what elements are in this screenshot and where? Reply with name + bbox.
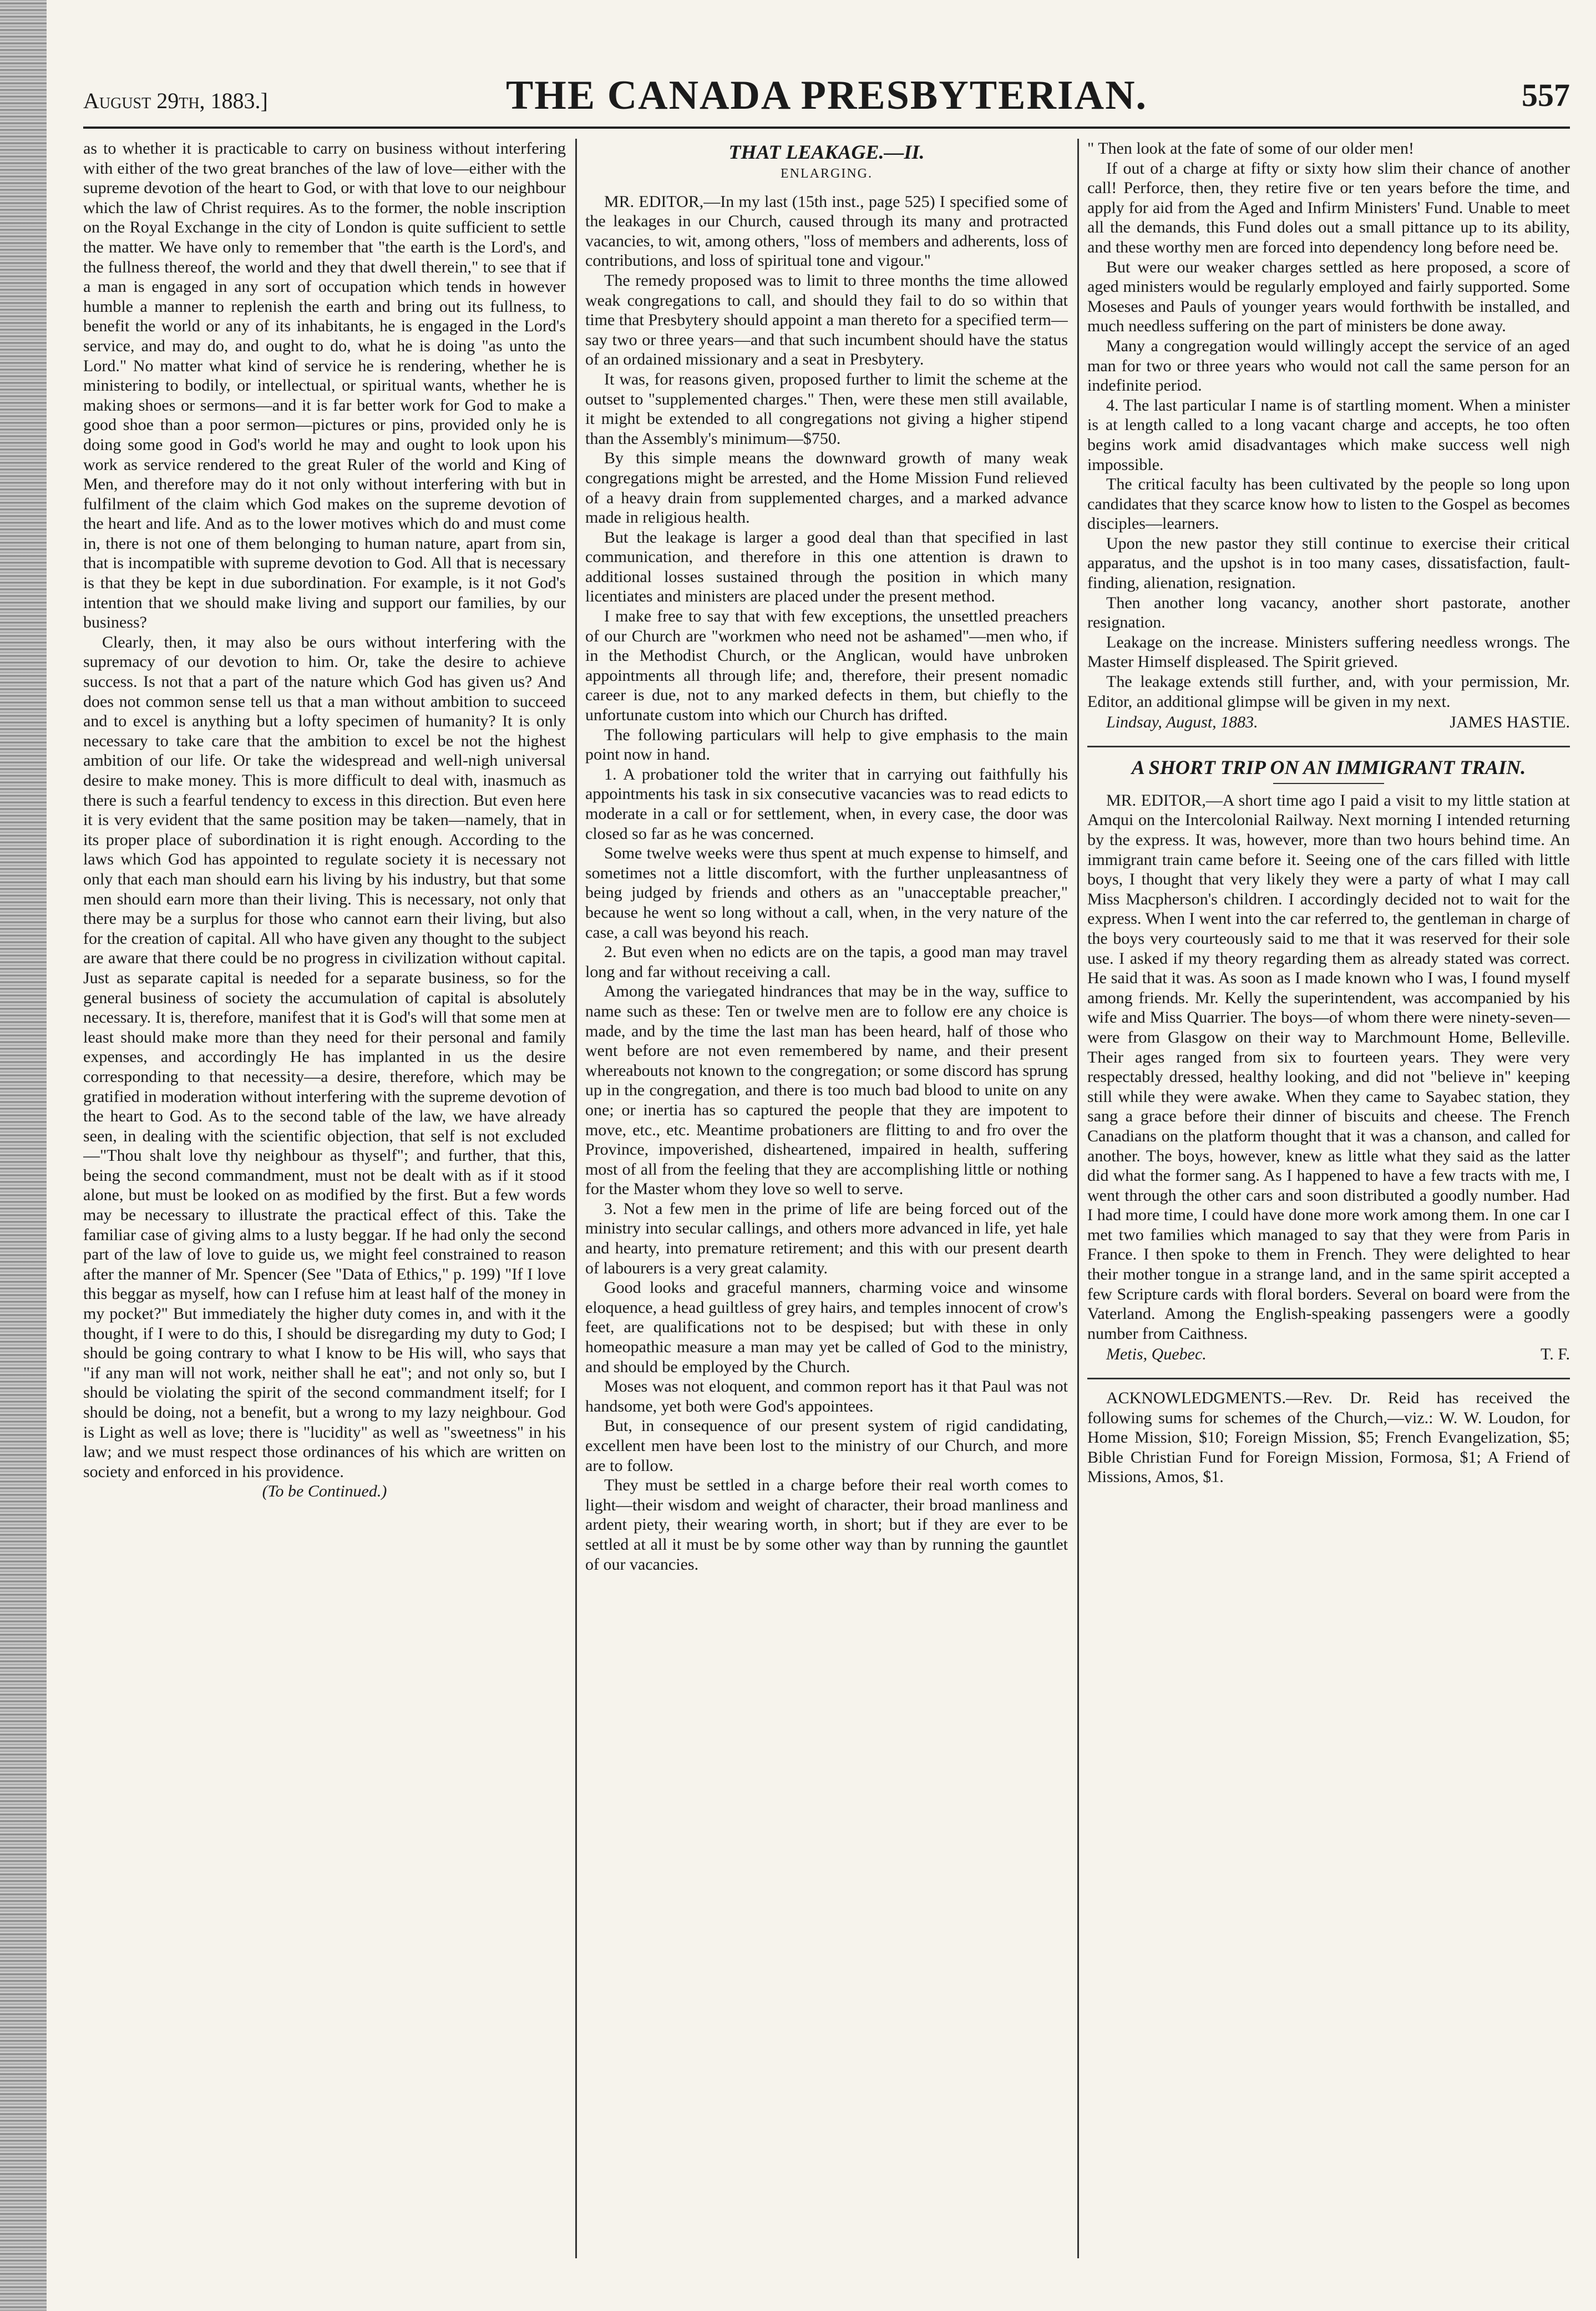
paragraph: MR. EDITOR,—In my last (15th inst., page 525) I specified some of the leakages in our Church, caused through its many and protracted vacancies, to wit, among others, "loss of members and adherents, loss of contributions, and loss of spiritual tone and vigour." — [585, 192, 1068, 270]
column-3 — [1087, 139, 1570, 2286]
column-2 — [585, 139, 1068, 2286]
column-divider-2 — [1077, 139, 1079, 2258]
signature-line — [1087, 1344, 1570, 1364]
paragraph: Many a congregation would willingly accept the service of an aged man for two or three years who would not call the same person for an indefinite period. — [1087, 336, 1570, 395]
newspaper-page — [83, 0, 1596, 2311]
paragraph: Clearly, then, it may also be ours without interfering with the supremacy of our devotion to him. Or, take the desire to achieve success. Is not that a part of the nature which God has given us? And does not common sense tell us that a man without ambition to succeed and to excel is anything but a lofty specimen of humanity? It is only necessary to take care that the ambition to excel be not the highest ambition of our life. Or take the widespread and well-nigh universal desire to make money. This is more difficult to deal with, inasmuch as there is such a fearful tendency to excess in this direction. But even here it is very evident that the same position may be taken—namely, that in its proper place of subordination it is right enough. According to the laws which God has appointed to regulate society it is necessary not only that each man should earn his living by his industry, but that some men should earn more than their living. This is necessary, not only that there may be a surplus for those who cannot earn their living, but also for the creation of capital. All who have given any thought to the subject are aware that there could be no progress in civilization without capital. Just as separate capital is needed for a separate business, so for the general business of society the accumulation of capital is absolutely necessary. It is, therefore, manifest that it is God's will that some men at least should make more than they need for their personal and family expenses, and accordingly He has implanted in us the desire corresponding to that necessity—a desire, therefore, which may be gratified in moderation without interfering with the supreme devotion of the heart to God. As to the second table of the law, we have already seen, in dealing with the scientific objection, that self is not excluded—"Thou shalt love thy neighbour as thyself"; and further, that this, being the second commandment, must not be dealt with as if it stood alone, but must be looked on as modified by the first. But a few words may be necessary to illustrate the practical effect of this. Take the familiar case of giving alms to a lusty beggar. If he had only the second part of the law of love to guide us, we might feel constrained to reason after the manner of Mr. Spencer (See "Data of Ethics," p. 199) "If I love this beggar as myself, how can I refuse him at least half of the money in my pocket?" But immediately the higher duty comes in, and with it the thought, if I were to do this, I should be disregarding my duty to God; I should be going contrary to what I know to be His will, who says that "if any man will not work, neither shall he eat"; and not only so, but I should be violating the spirit of the second commandment itself; for I should be doing, not a benefit, but a wrong to my lazy neighbour. God is Light as well as love; there is "lucidity" as well as "sweetness" in his law; and we must respect those ordinances of his which are written on society and enforced in his providence. — [83, 633, 566, 1481]
article-title-leakage: THAT LEAKAGE.—II. — [728, 141, 925, 163]
paragraph: Moses was not eloquent, and common report has it that Paul was not handsome, yet both were God's appointees. — [585, 1377, 1068, 1415]
paragraph: But, in consequence of our present system of rigid candidating, excellent men have been lost to the ministry of our Church, and more are to follow. — [585, 1417, 1068, 1475]
paragraph: It was, for reasons given, proposed further to limit the scheme at the outset to "supplemented charges." Then, were these men still available, it might be extended to all congregations not giving a higher stipend than the Assembly's minimum—$750. — [585, 370, 1068, 448]
column-1 — [83, 139, 566, 2286]
paragraph: The remedy proposed was to limit to three months the time allowed weak congregations to call, and should they fail to do so within that time that Presbytery should appoint a man thereto for a specified term—say two or three years—and that such incumbent should have the status of an ordained missionary and a seat in Presbytery. — [585, 271, 1068, 369]
paragraph: The following particulars will help to give emphasis to the main point now in hand. — [585, 725, 1068, 764]
masthead-title: THE CANADA PRESBYTERIAN. — [505, 73, 1148, 118]
paragraph: I make free to say that with few exceptions, the unsettled preachers of our Church are "workmen who need not be ashamed"—men who, if in the Methodist Church, or the Anglican, would have unbroken appointments all through life; and, therefore, their present nomadic career is due, not to any marked defects in them, but chiefly to the unfortunate custom into which our Church has drifted. — [585, 607, 1068, 725]
author-signature: JAMES HASTIE. — [1450, 713, 1570, 732]
paragraph: Then another long vacancy, another short pastorate, another resignation. — [1087, 593, 1570, 632]
paragraph: By this simple means the downward growth of many weak congregations might be arrested, and the Home Mission Fund relieved of a heavy drain from supplemented charges, and a marked advance made in religious health. — [585, 449, 1068, 527]
place-dateline: Metis, Quebec. — [1106, 1345, 1207, 1364]
column-divider-1 — [575, 139, 577, 2258]
acknowledgments-paragraph: ACKNOWLEDGMENTS.—Rev. Dr. Reid has received the following sums for schemes of the Church,—viz.: W. W. Loudon, for Home Mission, $10; Foreign Mission, $5; French Evangelization, $5; Bible Christian Fund for Foreign Mission, Formosa, $1; A Friend of Missions, Amos, $1. — [1087, 1389, 1570, 1486]
page-spine-edge — [0, 0, 47, 2311]
article-separator — [1087, 746, 1570, 747]
paragraph: Good looks and graceful manners, charming voice and winsome eloquence, a head guiltless of grey hairs, and temples innocent of crow's feet, are qualifications not to be despised; but with these in only homeopathic measure a man may yet be called of God to the ministry, and should be employed by the Church. — [585, 1278, 1068, 1376]
paragraph: If out of a charge at fifty or sixty how slim their chance of another call! Perforce, then, they retire five or ten years before the time, and apply for aid from the Aged and Infirm Ministers' Fund. Unable to meet all the demands, this Fund doles out a small pittance up to its ability, and these worthy men are forced into dependency long before need be. — [1087, 159, 1570, 256]
paragraph: 2. But even when no edicts are on the tapis, a good man may travel long and far without receiving a call. — [585, 943, 1068, 981]
paragraph: They must be settled in a charge before their real worth comes to light—their wisdom and weight of character, their broad manliness and ardent piety, their wearing worth, in short; but if they are ever to be settled at all it must be by some other way than by running the gauntlet of our vacancies. — [585, 1476, 1068, 1574]
signature-line — [1087, 712, 1570, 732]
article-separator — [1087, 1378, 1570, 1379]
page-header — [83, 67, 1570, 122]
paragraph: as to whether it is practicable to carry on business without interfering with either of the two great branches of the law of love—either with the supreme devotion of the heart to God, or with that love to our neighbour which the law of Christ requires. As to the former, the noble inscription on the Royal Exchange in the city of London is quite sufficient to settle the matter. We have only to remember that "the earth is the Lord's, and the fullness thereof, the world and they that dwell therein," to see that if a man is engaged in any sort of occupation which tends in however humble a manner to replenish the earth and bring out its fullness, to benefit the world or any of its inhabitants, he is engaged in the Lord's service, and may do, and ought to do, what he is doing "as unto the Lord." No matter what kind of service he is rendering, whether he is ministering to bodily, or intellectual, or spiritual wants, whether he is making shoes or sermons—and it is far better work for God to make a good shoe than a poor sermon—pictures or pins, provided only he is doing some good in God's world he may and ought to look upon his work as service rendered to the great Ruler of the world and King of Men, and therefore may do it not only without interfering with but in fulfilment of the claim which God makes on the supreme devotion of the heart and life. And as to the lower motives which do and must come in, there is not one of them belonging to human nature, apart from sin, that is incompatible with supreme devotion to God. All that is necessary is that they be kept in due subordination. For example, is it not God's intention that we should make living and support our families, by our business? — [83, 139, 566, 632]
article-title-trip: A SHORT TRIP ON AN IMMIGRANT TRAIN. — [1131, 756, 1526, 778]
issue-date: August 29th, 1883.] — [83, 88, 268, 113]
paragraph: 1. A probationer told the writer that in carrying out faithfully his appointments his task in six consecutive vacancies was to read edicts to moderate in a call or for settlement, when, in every case, the door was closed so far as he was concerned. — [585, 765, 1068, 843]
paragraph: Leakage on the increase. Ministers suffering needless wrongs. The Master Himself displeased. The Spirit grieved. — [1087, 633, 1570, 671]
author-signature: T. F. — [1541, 1345, 1570, 1364]
paragraph: 3. Not a few men in the prime of life are being forced out of the ministry into secular callings, and others more advanced in life, yet hale and hearty, into premature retirement; and this with our present dearth of labourers is a very great calamity. — [585, 1199, 1068, 1277]
paragraph: " Then look at the fate of some of our older men! — [1087, 139, 1415, 158]
continued-note: (To be Continued.) — [262, 1482, 387, 1501]
paragraph: Upon the new pastor they still continue to exercise their critical apparatus, and the upshot is in too many cases, dissatisfaction, fault-finding, alienation, resignation. — [1087, 534, 1570, 593]
paragraph: But were our weaker charges settled as here proposed, a score of aged ministers would be regularly employed and fairly supported. Some Moseses and Pauls of younger years would forthwith be installed, and much needless suffering on the part of ministers be done away. — [1087, 257, 1570, 336]
title-rule — [1273, 783, 1384, 784]
paragraph: Among the variegated hindrances that may be in the way, suffice to name such as these: Ten or twelve men are to follow ere any choice is made, and by the time the last man has been heard, half of those who went before are not even remembered by name, and their present whereabouts not known to the congregation; or some discord has sprung up in the congregation, and there is too much bad blood to unite on any one; or inertia has so captured the people that they are impotent to move, etc., etc. Meantime probationers are flitting to and fro over the Province, impoverished, disheartened, impaired in health, suffering most of all from the feeling that they are accomplishing little or nothing for the Master whom they love so well to serve. — [585, 982, 1068, 1199]
paragraph: 4. The last particular I name is of startling moment. When a minister is at length called to a long vacant charge and accepts, he too often begins work amid disadvantages which make success well nigh impossible. — [1087, 396, 1570, 474]
paragraph: But the leakage is larger a good deal than that specified in last communication, and therefore in this one attention is drawn to additional losses sustained through the position in which many licentiates and ministers are placed under the present method. — [585, 528, 1068, 606]
header-rule — [83, 127, 1570, 129]
paragraph: The leakage extends still further, and, with your permission, Mr. Editor, an additional glimpse will be given in my next. — [1087, 672, 1570, 711]
article-subtitle: ENLARGING. — [781, 166, 873, 181]
paragraph: MR. EDITOR,—A short time ago I paid a visit to my little station at Amqui on the Intercolonial Railway. Next morning I intended returning by the express. It was, however, more than two hours behind time. An immigrant train came before it. Seeing one of the cars filled with little boys, I thought that very likely they were a party of what I may call Miss Macpherson's children. I accordingly decided not to wait for the express. When I went into the car referred to, the gentleman in charge of the boys very courteously said to me that it was reserved for their sole use. I asked if my theory regarding them as already stated was correct. He said that it was. As soon as I made known who I was, I found myself among friends. Mr. Kelly the superintendent, was accompanied by his wife and Miss Quarrier. The boys—of whom there were ninety-seven—were from Glasgow on their way to Marchmount Home, Belleville. Their ages ranged from six to fourteen years. They were very respectably dressed, healthy looking, and did not "believe in" keeping still while they were awake. When they came to Sayabec station, they sang a grace before their dinner of biscuits and cheese. The French Canadians on the platform thought that it was a chanson, and called for another. The boys, however, knew as little what they said as the latter did what the former sang. As I happened to have a few tracts with me, I went through the other cars and soon distributed a goodly number. Had I had more time, I could have done more work among them. In one car I met two families which managed to say that they were from Paris in France. I then spoke to them in French. They were delighted to hear their mother tongue in a strange land, and in the same spirit accepted a few Scripture cards with floral borders. Several on board were from the Vaterland. Among the English-speaking passengers were a goodly number from Caithness. — [1087, 791, 1570, 1343]
paragraph: Some twelve weeks were thus spent at much expense to himself, and sometimes not a little discomfort, with the further unpleasantness of being judged by friends and others as an "unacceptable preacher," because he went so long without a call, when, in the very nature of the case, a call was beyond his reach. — [585, 844, 1068, 942]
paragraph: The critical faculty has been cultivated by the people so long upon candidates that they scarce know how to listen to the Gospel as becomes disciples—learners. — [1087, 475, 1570, 533]
place-dateline: Lindsay, August, 1883. — [1106, 713, 1258, 732]
page-number: 557 — [1522, 77, 1570, 113]
